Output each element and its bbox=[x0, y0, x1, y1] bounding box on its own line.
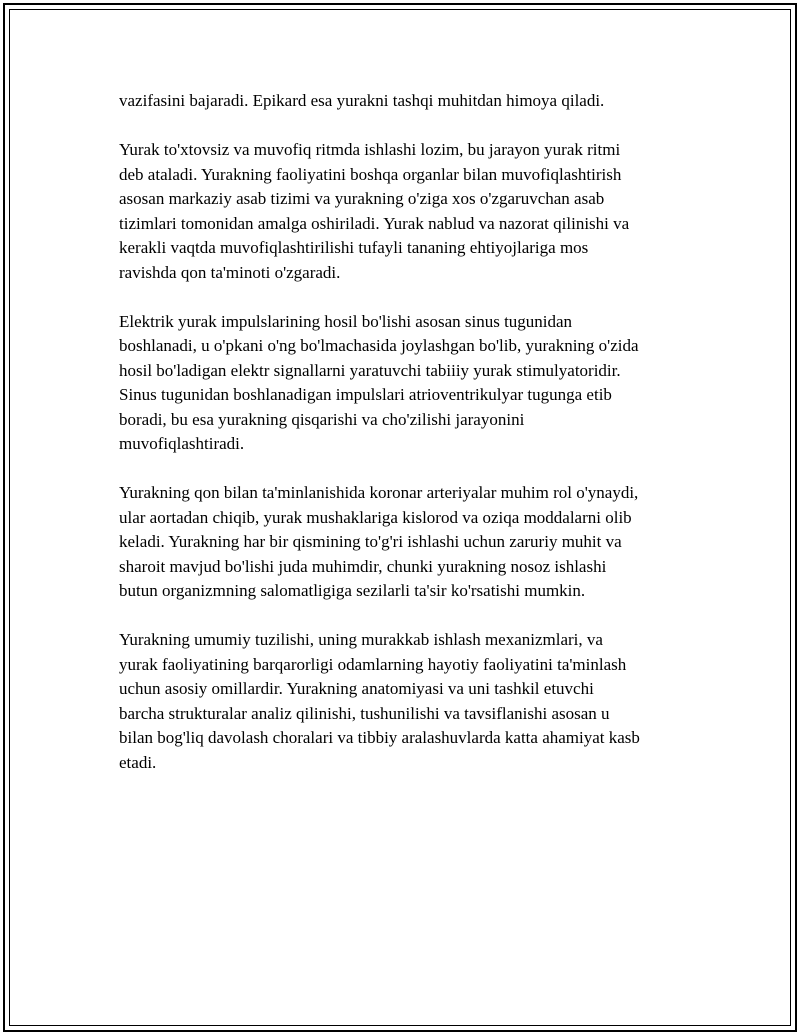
paragraph-1: vazifasini bajaradi. Epikard esa yurakni tashqi muhitdan himoya qiladi. bbox=[119, 91, 605, 110]
paragraph-3: Elektrik yurak impulslarining hosil bo'lishi asosan sinus tugunidan boshlanadi, u o'pkani o'ng bo'lmachasida joylashgan bo'lib, yurakning o'zida hosil bo'ladigan elektr signallarni yaratuvchi tabiiiy yurak stimulyatoridir. Sinus tugunidan boshlanadigan impulslari atrioventrikulyar tugunga etib boradi, bu esa yurakning qisqarishi va cho'zilishi jarayonini muvofiqlashtiradi. bbox=[119, 311, 639, 453]
paragraph-4: Yurakning qon bilan ta'minlanishida koronar arteriyalar muhim rol o'ynaydi, ular aortadan chiqib, yurak mushaklariga kislorod va oziqa moddalarni olib keladi. Yurakning har bir qismining to'g'ri ishlashi uchun zaruriy muhit va sharoit mavjud bo'lishi juda muhimdir, chunki yurakning nosoz ishlashi butun organizmning salomatligiga sezilarli ta'sir ko'rsatishi mumkin. bbox=[119, 483, 639, 600]
paragraph-5: Yurakning umumiy tuzilishi, uning murakkab ishlash mexanizmlari, va yurak faoliyatining barqarorligi odamlarning hayotiy faoliyatini ta'minlash uchun asosiy omillardir. Yurakning anatomiyasi va uni tashkil etuvchi barcha strukturalar analiz qilinishi, tushunilishi va tavsiflanishi asosan u bilan bog'liq davolash choralari va tibbiy aralashuvlarda katta ahamiyat kasb etadi. bbox=[119, 630, 640, 772]
document-body bbox=[119, 89, 699, 800]
paragraph-2: Yurak to'xtovsiz va muvofiq ritmda ishlashi lozim, bu jarayon yurak ritmi deb ataladi. Yurakning faoliyatini boshqa organlar bilan muvofiqlashtirish asosan markaziy asab tizimi va yurakning o'ziga xos o'zgaruvchan asab tizimlari tomonidan amalga oshiriladi. Yurak nablud va nazorat qilinishi va kerakli vaqtda muvofiqlashtirilishi tufayli tananing ehtiyojlariga mos ravishda qon ta'minoti o'zgaradi. bbox=[119, 140, 630, 282]
